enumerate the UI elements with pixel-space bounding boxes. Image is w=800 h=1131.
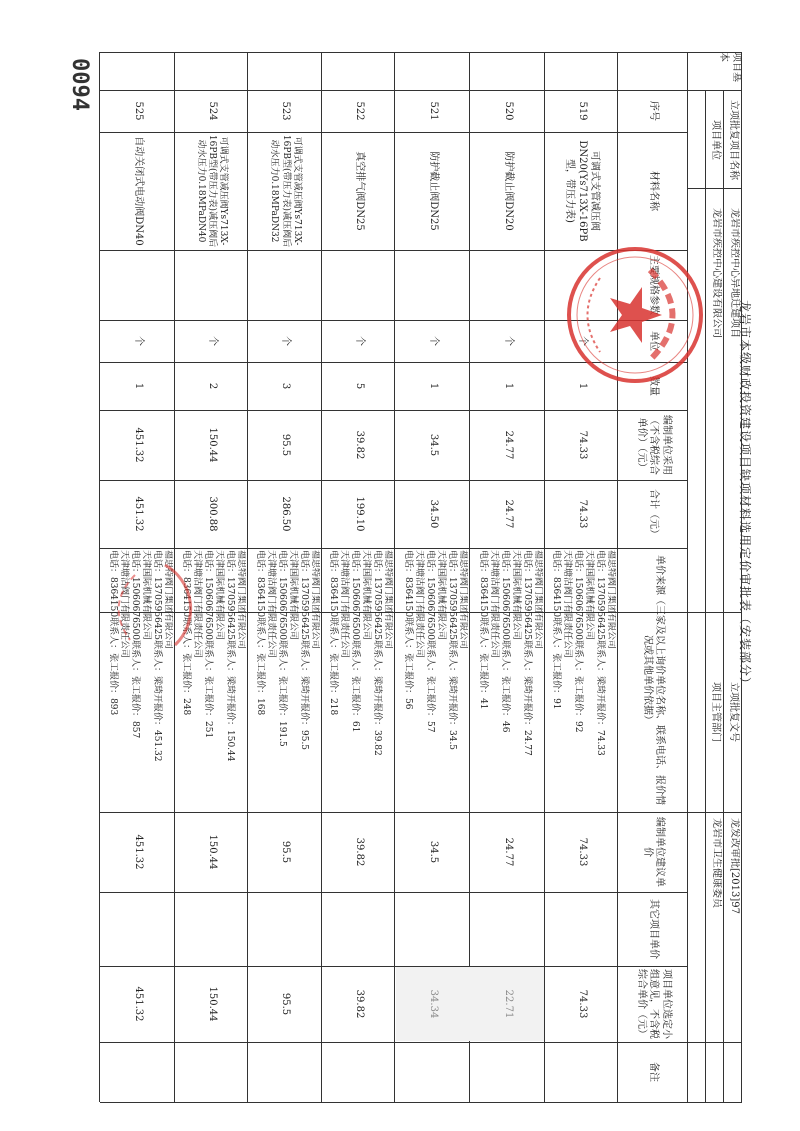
row-519-seq: 519 (576, 101, 588, 121)
row-523-qty: 3 (280, 382, 292, 390)
row-522-seq: 522 (353, 101, 365, 121)
source-line: 天津塘沽阀门有限责任公司 (339, 550, 349, 659)
row-523-material: 可调式支管减压阀Ys713X-16PB型(带压力表)减压阀后动水压力0.18MPaDN32 (269, 134, 302, 248)
approval-doc-value: 龙发改审批[2013]97 (729, 818, 740, 914)
row-524-seq: 524 (206, 101, 218, 121)
source-line: 电话：13705956425联系人：梁琦开报价：74.33 (595, 550, 605, 756)
project-name-label: 立项批复项目名称 (728, 100, 740, 180)
source-line: 天津国际机械有限公司 (214, 550, 224, 641)
side-basic-text: 项目基本 (718, 52, 742, 82)
source-line: 福思特阀门集团有限公司 (163, 550, 173, 650)
source-line: 电话：8364150联系人：张工报价：248 (181, 550, 191, 716)
row-520-material: 防护截止阀DN20 (502, 151, 514, 231)
source-line: 天津国际机械有限公司 (361, 550, 371, 641)
row-520-source (470, 550, 543, 812)
col-header-source: 单价来源（三家及以上询价单位名称、联系电话、报价情况或其他单价依据） (642, 555, 666, 805)
row-525-total: 451.32 (132, 496, 144, 532)
row-519-source (545, 550, 616, 812)
source-line: 电话：13705956425联系人：梁琦开报价：95.5 (299, 550, 309, 751)
source-line: 福思特阀门集团有限公司 (533, 550, 543, 650)
row-522-suggest: 39.82 (353, 837, 365, 867)
row-522-final: 39.82 (353, 989, 365, 1019)
source-line: 天津塘沽阀门有限责任公司 (562, 550, 572, 659)
col-header-suggest: 编制单位建议单价 (642, 817, 666, 887)
row-521-seq: 521 (427, 101, 439, 121)
col-header-spec: 主要规格参数 (648, 255, 660, 315)
source-line: 电话：13705956425联系人：梁琦开报价：451.32 (152, 550, 162, 762)
row-520-unit: 个 (502, 336, 514, 346)
row-523-source (248, 550, 320, 812)
row-519-material: 可调式支管减压阀DN20(Ys713X-16PB型，带压力表) (564, 140, 601, 242)
row-522-total: 199.10 (353, 496, 365, 532)
row-523-unit: 个 (280, 336, 292, 346)
row-525-seq: 525 (132, 101, 144, 121)
source-line: 电话：8364150联系人：张工报价：41 (478, 550, 488, 710)
dept-value: 龙岩市卫生健康委员 (711, 818, 722, 908)
source-line: 电话：15060676500联系人：张工报价：57 (425, 550, 435, 733)
source-line: 电话：8364150联系人：张工报价：893 (108, 550, 118, 716)
row-524-price: 150.44 (206, 427, 218, 463)
col-header-material: 材料名称 (648, 171, 660, 211)
official-seal-icon (560, 240, 710, 390)
grid-line (100, 52, 742, 53)
row-519-final: 74.33 (576, 989, 588, 1019)
row-525-qty: 1 (132, 382, 144, 390)
source-line: 电话：13705956425联系人：梁琦开报价：34.5 (447, 550, 457, 751)
source-line: 福思特阀门集团有限公司 (236, 550, 246, 650)
source-line: 福思特阀门集团有限公司 (458, 550, 468, 650)
row-524-material: 可调式支管减压阀Ys713X-16PB型(带压力表)减压阀后动水压力0.18MPaDN40 (195, 134, 229, 248)
source-line: 电话：13705956425联系人：梁琦开报价：150.44 (225, 550, 235, 762)
row-524-unit: 个 (206, 336, 218, 346)
row-519-qty: 1 (576, 382, 588, 390)
source-line: 天津国际机械有限公司 (141, 550, 151, 641)
source-line: 天津塘沽阀门有限责任公司 (119, 550, 129, 659)
source-line: 天津塘沽阀门有限责任公司 (192, 550, 202, 659)
row-523-seq: 523 (280, 101, 292, 121)
approval-doc-label: 立项批复文号 (728, 682, 740, 742)
row-524-suggest: 150.44 (206, 834, 218, 870)
row-523-total: 286.50 (280, 496, 292, 532)
row-520-qty: 1 (502, 382, 514, 390)
row-521-total: 34.50 (427, 499, 439, 529)
source-line: 电话：15060676500联系人：张工报价：857 (130, 550, 140, 739)
row-525-suggest: 451.32 (132, 834, 144, 870)
source-line: 天津国际机械有限公司 (288, 550, 298, 641)
col-header-unit: 单位 (648, 331, 660, 351)
row-524-qty: 2 (206, 382, 218, 390)
source-line: 天津塘沽阀门有限责任公司 (266, 550, 276, 659)
project-name-value: 龙岩市疾控中心异地迁建项目 (729, 208, 740, 338)
row-525-material: 自动关闭式电动阀DN40 (132, 136, 144, 246)
col-header-seq: 序号 (648, 101, 660, 121)
grid-line (688, 188, 742, 189)
grid-line (741, 52, 742, 1102)
grid-line (100, 892, 688, 893)
source-line: 电话：13705956425联系人：梁琦开报价：24.77 (522, 550, 532, 756)
source-line: 电话：13705956425联系人：梁琦开报价：39.82 (372, 550, 382, 756)
source-line: 电话：15060676500联系人：张工报价：191.5 (277, 550, 287, 747)
source-line: 电话：8364150联系人：张工报价：168 (255, 550, 265, 716)
row-520-suggest: 24.77 (502, 837, 514, 867)
col-header-remark: 备注 (648, 1062, 660, 1082)
source-line: 电话：8364150联系人：张工报价：56 (403, 550, 413, 710)
row-520-seq: 520 (502, 101, 514, 121)
row-522-unit: 个 (353, 336, 365, 346)
page-number: 0094 (67, 58, 92, 111)
source-line: 天津国际机械有限公司 (511, 550, 521, 641)
row-521-unit: 个 (427, 336, 439, 346)
side-basic-label (688, 52, 742, 90)
source-line: 电话：15060676500联系人：张工报价：251 (203, 550, 213, 739)
row-523-final: 95.5 (280, 992, 292, 1016)
source-line: 电话：15060676500联系人：张工报价：92 (573, 550, 583, 733)
dept-label: 项目主管部门 (710, 682, 722, 742)
partial-seal-icon (85, 545, 205, 665)
row-525-price: 451.32 (132, 427, 144, 463)
row-521-qty: 1 (427, 382, 439, 390)
grid-line (100, 1102, 742, 1103)
col-header-other: 其它项目单价 (648, 899, 660, 959)
row-521-price: 34.5 (427, 433, 439, 457)
row-519-total: 74.33 (576, 499, 588, 529)
col-header-price: 编制单位采用（不含税综合单价）（元） (635, 415, 672, 475)
source-line: 福思特阀门集团有限公司 (606, 550, 616, 650)
source-line: 电话：15060676500联系人：张工报价：46 (500, 550, 510, 733)
project-unit-value: 龙岩市疾控中心建设有限公司 (711, 208, 722, 338)
row-522-source (322, 550, 393, 812)
project-unit-label: 项目单位 (710, 120, 722, 160)
row-520-final: 22.71 (502, 989, 514, 1019)
row-521-source (395, 550, 468, 812)
source-line: 电话：8364150联系人：张工报价：91 (551, 550, 561, 710)
row-525-unit: 个 (132, 336, 144, 346)
col-header-qty: 数量 (648, 376, 660, 396)
row-520-total: 24.77 (502, 499, 514, 529)
source-line: 电话：15060676500联系人：张工报价：61 (350, 550, 360, 733)
source-line: 天津塘沽阀门有限责任公司 (414, 550, 424, 659)
source-line: 福思特阀门集团有限公司 (310, 550, 320, 650)
row-522-qty: 5 (353, 382, 365, 390)
col-header-total: 合计（元） (648, 489, 660, 539)
source-line: 电话：8364150联系人：张工报价：218 (328, 550, 338, 716)
row-521-suggest: 34.5 (427, 840, 439, 864)
row-523-suggest: 95.5 (280, 840, 292, 864)
source-line: 天津国际机械有限公司 (584, 550, 594, 641)
row-525-final: 451.32 (132, 986, 144, 1022)
col-header-final: 项目单位选定小组意见，不含税综合单价（元） (635, 969, 672, 1039)
grid-line (723, 90, 724, 1102)
row-523-price: 95.5 (280, 433, 292, 457)
row-524-total: 300.88 (206, 496, 218, 532)
row-521-material: 防护截止阀DN25 (427, 151, 439, 231)
source-line: 天津塘沽阀门有限责任公司 (489, 550, 499, 659)
row-522-material: 真空排气阀DN25 (353, 151, 365, 231)
row-519-unit: 个 (576, 336, 588, 346)
row-519-suggest: 74.33 (576, 837, 588, 867)
source-line: 福思特阀门集团有限公司 (383, 550, 393, 650)
source-line: 天津国际机械有限公司 (436, 550, 446, 641)
row-522-price: 39.82 (353, 430, 365, 460)
row-524-final: 150.44 (206, 986, 218, 1022)
row-520-price: 24.77 (502, 430, 514, 460)
row-519-price: 74.33 (576, 430, 588, 460)
document-title: 龙岩市本级财政投资建设项目缺项材料选用定价审批表（安装部分） (738, 300, 752, 691)
row-521-final: 34.34 (427, 989, 439, 1019)
